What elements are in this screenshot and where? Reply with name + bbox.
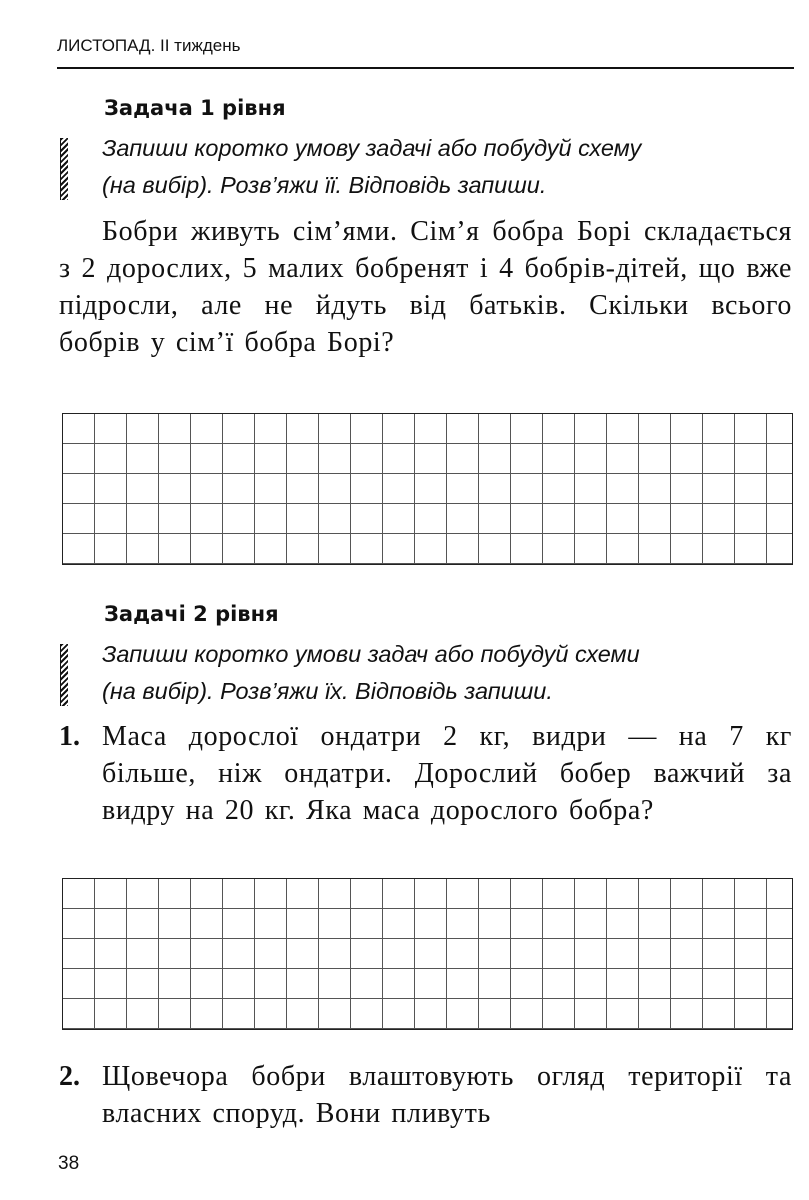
header-rule: [57, 67, 794, 69]
answer-grid-1[interactable]: [62, 413, 793, 565]
page-number: 38: [58, 1153, 80, 1174]
level1-instruction-line1: Запиши коротко умову задачі або побудуй схему: [102, 135, 642, 161]
task-number: 2.: [59, 1061, 80, 1092]
task-text: Маса дорослої ондатри 2 кг, видри — на 7 кг більше, ніж ондатри. Дорослий бобер важчий за видру на 20 кг. Яка маса дорослого бобра?: [102, 721, 792, 826]
task-text: Щовечора бобри влаштовують огляд території та власних споруд. Вони пливуть: [102, 1061, 792, 1129]
level1-task-text: Бобри живуть сім’ями. Сім’я бобра Борі складається з 2 дорослих, 5 малих бобренят і 4 бобрів-дітей, що вже підросли, але не йдуть від батьків. Скільки всього бобрів у сім’ї бобра Борі?: [59, 216, 792, 358]
level2-title: Задачі 2 рівня: [104, 602, 279, 626]
instruction-marker-icon: [60, 138, 68, 200]
running-header: ЛИСТОПАД. ІІ тиждень: [57, 36, 241, 55]
level1-title: Задача 1 рівня: [104, 96, 286, 120]
level2-instruction-line1: Запиши коротко умови задач або побудуй схеми: [102, 641, 640, 667]
level2-instruction: [102, 636, 792, 710]
level1-instruction: [102, 130, 792, 204]
level1-instruction-line2: (на вибір). Розв’яжи її. Відповідь запиши.: [102, 172, 547, 198]
level2-instruction-line2: (на вибір). Розв’яжи їх. Відповідь запиши.: [102, 678, 553, 704]
task-1: [59, 718, 792, 866]
task-number: 1.: [59, 721, 80, 752]
instruction-marker-icon: [60, 644, 68, 706]
task-2: [59, 1058, 792, 1132]
answer-grid-2[interactable]: [62, 878, 793, 1030]
